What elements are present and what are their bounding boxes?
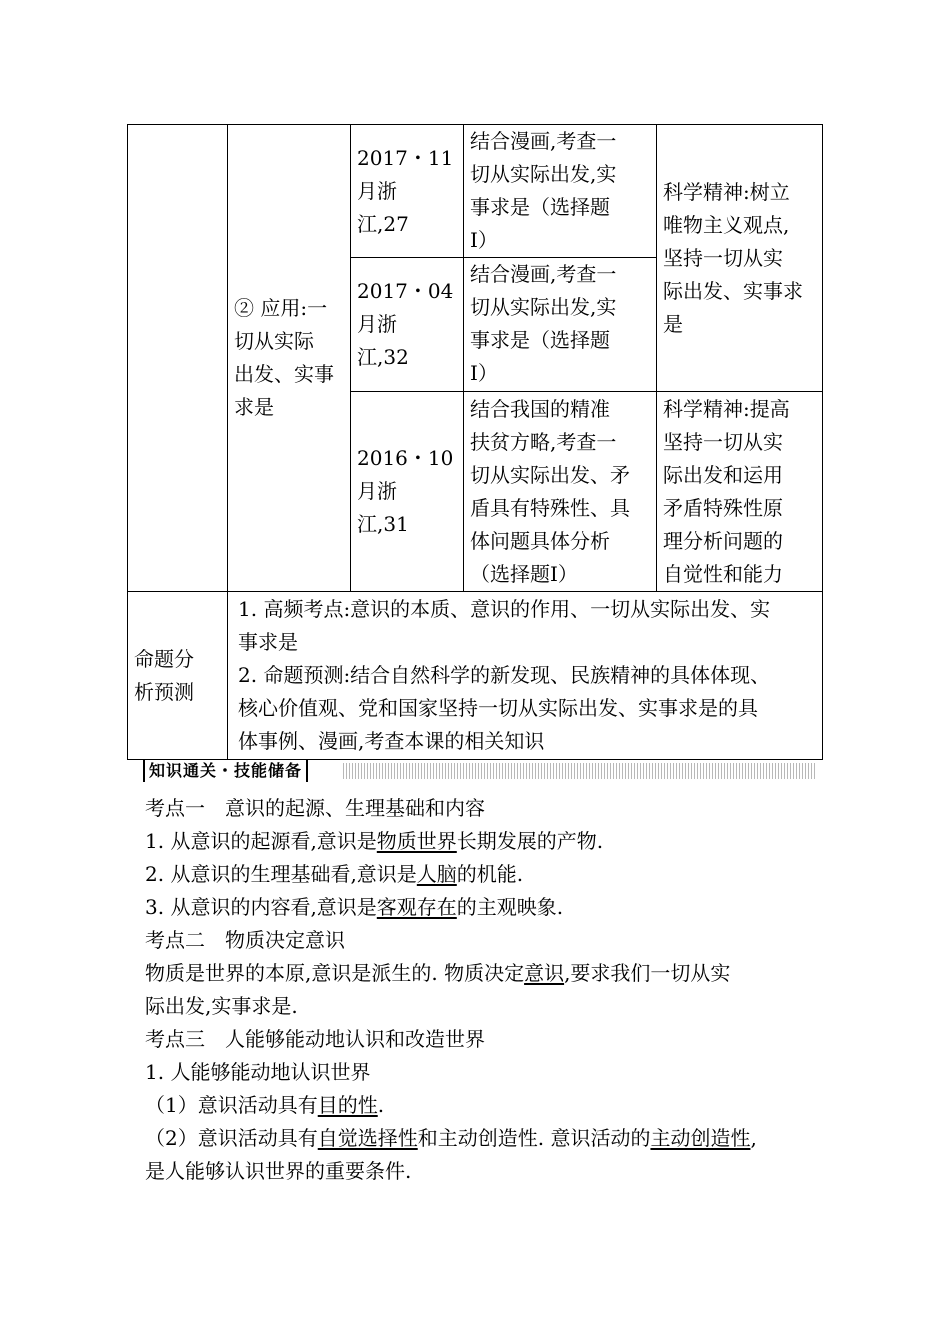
- literacy-line: 科学精神:树立: [663, 179, 790, 204]
- exam-line: 2017・04: [357, 279, 454, 303]
- content-line: 切从实际出发,实: [470, 295, 617, 319]
- exam-line: 2017・11: [357, 145, 454, 170]
- underlined-answer: 人脑: [416, 862, 457, 886]
- content-line: Ⅰ）: [470, 228, 498, 252]
- literacy-line: 自觉性和能力: [663, 561, 783, 586]
- paragraph: [145, 825, 825, 858]
- underlined-answer: 目的性: [317, 1093, 378, 1117]
- text: ,: [750, 1126, 757, 1150]
- paragraph: [145, 1122, 825, 1155]
- literacy-line: 唯物主义观点,: [663, 212, 790, 237]
- exam-content-cell: [464, 125, 657, 258]
- exam-source-cell: [351, 125, 464, 258]
- literacy-line: 际出发、实事求: [663, 278, 803, 303]
- paragraph-continuation: 是人能够认识世界的重要条件.: [145, 1159, 412, 1183]
- underlined-answer: 物质世界: [376, 829, 457, 853]
- topic-line: 求是: [234, 395, 274, 419]
- literacy-line: 坚持一切从实: [663, 245, 783, 270]
- topic-line: ② 应用:一: [234, 296, 328, 320]
- exam-line: 江,27: [357, 211, 409, 236]
- paragraph-continuation: 际出发,实事求是.: [145, 994, 298, 1018]
- literacy-line: 理分析问题的: [663, 528, 783, 553]
- heading-point-3: 考点三 人能够能动地认识和改造世界: [145, 1027, 485, 1051]
- literacy-cell: [657, 392, 823, 592]
- text: ,要求我们一切从实: [564, 961, 731, 985]
- analysis-line: 1. 高频考点:意识的本质、意识的作用、一切从实际出发、实: [238, 597, 771, 621]
- paragraph: 1. 人能够能动地认识世界: [145, 1060, 371, 1084]
- content-line: 结合漫画,考查一: [470, 262, 617, 286]
- analysis-label-line: 析预测: [134, 679, 194, 704]
- paragraph: [145, 957, 825, 990]
- paragraph: [145, 1089, 825, 1122]
- text: .: [377, 1093, 385, 1117]
- exam-line: 月浙: [357, 312, 397, 336]
- content-line: （选择题Ⅰ）: [470, 561, 578, 586]
- paragraph: [145, 858, 825, 891]
- exam-analysis-table: [127, 124, 823, 760]
- analysis-label-line: 命题分: [134, 646, 194, 671]
- content-line: Ⅰ）: [470, 361, 498, 385]
- topic-line: 切从实际: [234, 329, 314, 353]
- blank-cell: [128, 125, 228, 592]
- text: （2）意识活动具有: [145, 1126, 318, 1150]
- text: 2. 从意识的生理基础看,意识是: [145, 862, 417, 886]
- text: 1. 从意识的起源看,意识是: [145, 829, 377, 853]
- literacy-line: 科学精神:提高: [663, 396, 790, 421]
- underlined-answer: 客观存在: [376, 895, 457, 919]
- exam-source-cell: [351, 258, 464, 392]
- exam-content-cell: [464, 258, 657, 392]
- text: 和主动创造性. 意识活动的: [417, 1126, 651, 1150]
- exam-line: 月浙: [357, 479, 397, 503]
- topic-cell: [228, 125, 351, 592]
- section-banner-title: 知识通关・技能储备: [143, 760, 308, 782]
- text: 的主观映象.: [456, 895, 564, 919]
- analysis-line: 核心价值观、党和国家坚持一切从实际出发、实事求是的具: [238, 696, 758, 720]
- text: 物质是世界的本原,意识是派生的. 物质决定: [145, 961, 525, 985]
- content-line: 事求是（选择题: [470, 195, 610, 219]
- content-line: 切从实际出发,实: [470, 162, 617, 186]
- content-line: 切从实际出发、矛: [470, 462, 630, 487]
- content-line: 事求是（选择题: [470, 328, 610, 352]
- literacy-line: 际出发和运用: [663, 462, 783, 487]
- content-line: 结合漫画,考查一: [470, 129, 617, 153]
- exam-source-cell: [351, 392, 464, 592]
- topic-line: 出发、实事: [234, 362, 334, 386]
- analysis-text-cell: [228, 592, 823, 760]
- analysis-line: 体事例、漫画,考查本课的相关知识: [238, 729, 545, 753]
- heading-point-1: 考点一 意识的起源、生理基础和内容: [145, 796, 485, 820]
- text: 的机能.: [456, 862, 524, 886]
- analysis-label-cell: [128, 592, 228, 760]
- exam-line: 月浙: [357, 178, 397, 203]
- text: 3. 从意识的内容看,意识是: [145, 895, 377, 919]
- analysis-line: 事求是: [238, 630, 298, 654]
- exam-line: 江,32: [357, 345, 409, 369]
- section-banner: [143, 760, 815, 782]
- knowledge-section: [145, 792, 825, 1188]
- literacy-cell: [657, 125, 823, 392]
- content-line: 盾具有特殊性、具: [470, 495, 630, 520]
- exam-content-cell: [464, 392, 657, 592]
- content-line: 扶贫方略,考查一: [470, 429, 617, 454]
- analysis-line: 2. 命题预测:结合自然科学的新发现、民族精神的具体体现、: [238, 663, 771, 687]
- exam-line: 江,31: [357, 512, 409, 536]
- text: （1）意识活动具有: [145, 1093, 318, 1117]
- text: 长期发展的产物.: [456, 829, 604, 853]
- heading-point-2: 考点二 物质决定意识: [145, 928, 345, 952]
- literacy-line: 是: [663, 311, 683, 336]
- banner-hatch-decoration: [343, 763, 815, 779]
- literacy-line: 矛盾特殊性原: [663, 495, 783, 520]
- underlined-answer: 自觉选择性: [317, 1126, 418, 1150]
- underlined-answer: 意识: [524, 961, 565, 985]
- content-line: 结合我国的精准: [470, 396, 610, 421]
- underlined-answer: 主动创造性: [650, 1126, 751, 1150]
- literacy-line: 坚持一切从实: [663, 429, 783, 454]
- paragraph: [145, 891, 825, 924]
- exam-line: 2016・10: [357, 446, 454, 470]
- content-line: 体问题具体分析: [470, 528, 610, 553]
